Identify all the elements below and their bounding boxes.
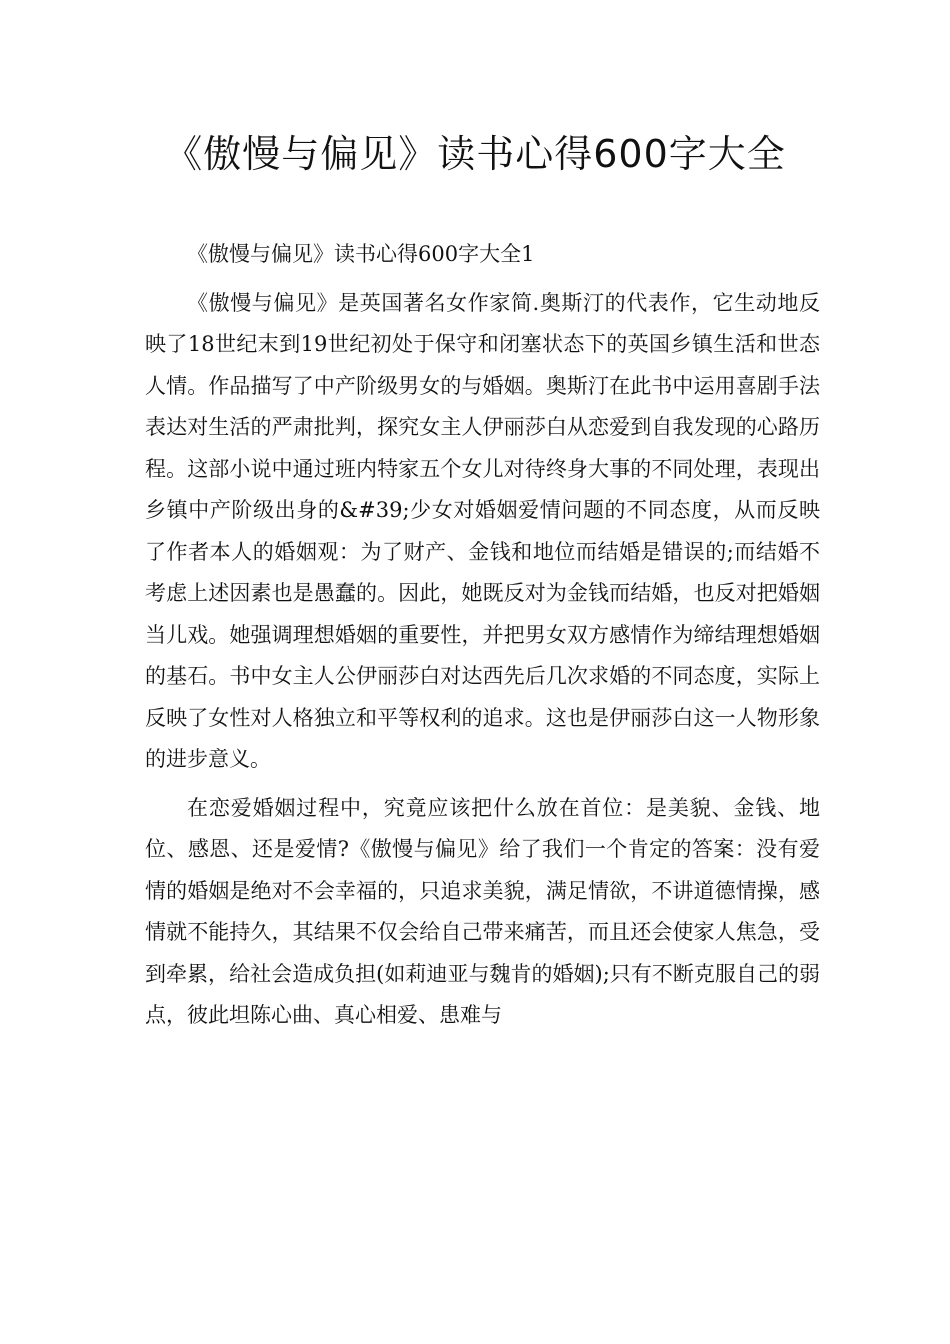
section-heading: 《傲慢与偏见》读书心得600字大全1 bbox=[187, 242, 535, 266]
document-body bbox=[145, 234, 820, 1037]
document-title: 《傲慢与偏见》读书心得600字大全 bbox=[164, 132, 786, 176]
body-paragraph: 《傲慢与偏见》是英国著名女作家简.奥斯汀的代表作，它生动地反映了18世纪末到19世纪初处于保守和闭塞状态下的英国乡镇生活和世态人情。作品描写了中产阶级男女的与婚姻。奥斯汀在此书中运用喜剧手法表达对生活的严肃批判，探究女主人伊丽莎白从恋爱到自我发现的心路历程。这部小说中通过班内特家五个女儿对待终身大事的不同处理，表现出乡镇中产阶级出身的&#39;少女对婚姻爱情问题的不同态度，从而反映了作者本人的婚姻观：为了财产、金钱和地位而结婚是错误的;而结婚不考虑上述因素也是愚蠢的。因此，她既反对为金钱而结婚，也反对把婚姻当儿戏。她强调理想婚姻的重要性，并把男女双方感情作为缔结理想婚姻的基石。书中女主人公伊丽莎白对达西先后几次求婚的不同态度，实际上反映了女性对人格独立和平等权利的追求。这也是伊丽莎白这一人物形象的进步意义。 bbox=[145, 290, 820, 771]
body-paragraph: 在恋爱婚姻过程中，究竟应该把什么放在首位：是美貌、金钱、地位、感恩、还是爱情?《傲慢与偏见》给了我们一个肯定的答案：没有爱情的婚姻是绝对不会幸福的，只追求美貌，满足情欲，不讲道德情操，感情就不能持久，其结果不仅会给自己带来痛苦，而且还会使家人焦急，受到牵累，给社会造成负担(如莉迪亚与魏肯的婚姻);只有不断克服自己的弱点，彼此坦陈心曲、真心相爱、患难与 bbox=[145, 795, 820, 1027]
